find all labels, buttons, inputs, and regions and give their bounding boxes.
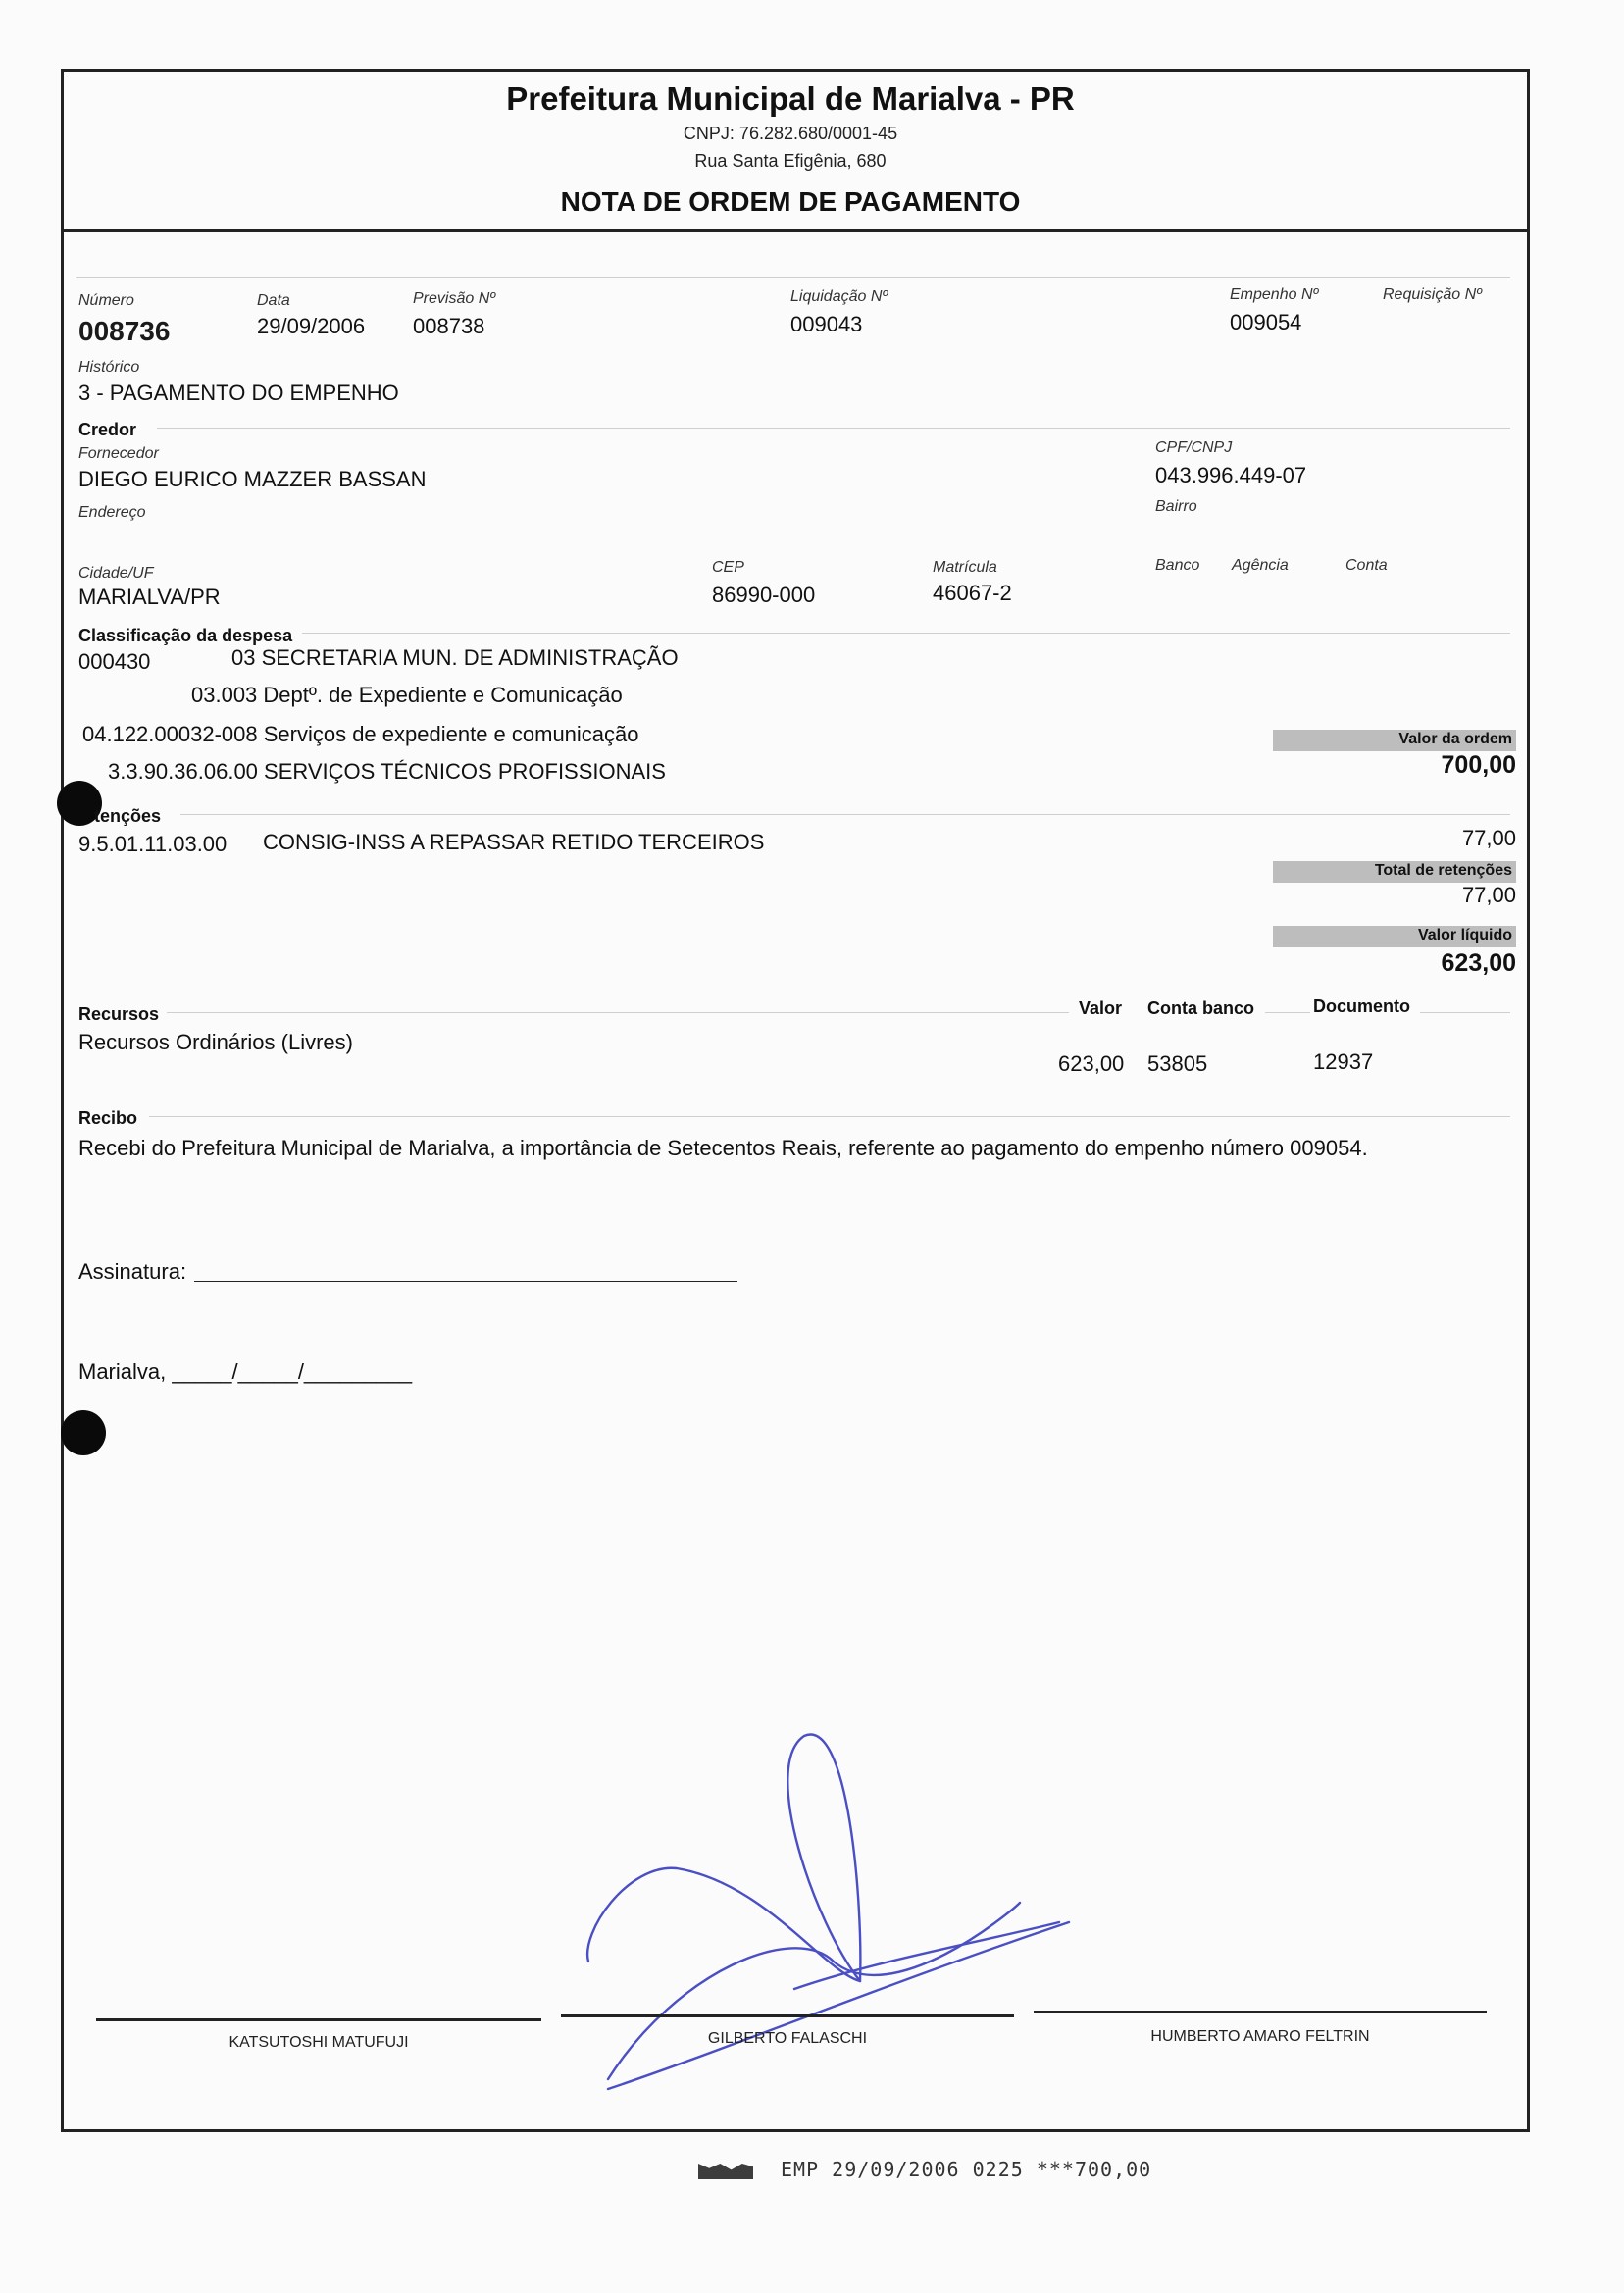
classificacao-departamento: 03.003 Deptº. de Expediente e Comunicação (191, 683, 623, 707)
total-retencoes-label: Total de retenções (1374, 862, 1512, 879)
cep-label: CEP (712, 559, 744, 576)
total-retencoes-value: 77,00 (1461, 883, 1516, 907)
previsao-label: Previsão Nº (413, 290, 496, 307)
valor-ordem-label: Valor da ordem (1398, 731, 1512, 747)
numero-value: 008736 (78, 316, 171, 346)
recursos-valor-label: Valor (1079, 998, 1123, 1018)
local-data: Marialva, _____/_____/_________ (78, 1359, 413, 1384)
recursos-divider-mid (1265, 1012, 1310, 1013)
org-cnpj: CNPJ: 76.282.680/0001-45 (683, 124, 898, 143)
assinatura-label: Assinatura: (78, 1259, 187, 1284)
recibo-divider (149, 1116, 1510, 1117)
valor-ordem-value: 700,00 (1441, 751, 1516, 779)
valor-liquido-value: 623,00 (1441, 949, 1516, 977)
header-divider (61, 229, 1530, 232)
recursos-section-label: Recursos (78, 1004, 160, 1024)
retencoes-divider (180, 814, 1510, 815)
retencao-descricao: CONSIG-INSS A REPASSAR RETIDO TERCEIROS (263, 830, 765, 854)
historico-label: Histórico (78, 359, 140, 376)
data-label: Data (257, 292, 290, 309)
classificacao-section-label: Classificação da despesa (78, 626, 293, 645)
retencoes-section-label: tenções (94, 806, 162, 826)
assinatura-line (194, 1281, 737, 1282)
liquidacao-value: 009043 (790, 312, 863, 336)
retencao-valor: 77,00 (1461, 826, 1516, 850)
total-retencoes-label-bar (1273, 861, 1516, 883)
endereco-label: Endereço (78, 504, 146, 521)
previsao-value: 008738 (413, 314, 485, 338)
recursos-conta-label: Conta banco (1147, 998, 1255, 1018)
credor-section-label: Credor (78, 420, 137, 439)
cidade-label: Cidade/UF (78, 565, 154, 582)
conta-label: Conta (1345, 557, 1388, 574)
signatory-2: GILBERTO FALASCHI (707, 2030, 868, 2047)
signatory-3: HUMBERTO AMARO FELTRIN (1150, 2028, 1370, 2045)
signature-line-3 (1034, 2011, 1487, 2013)
retencao-codigo: 9.5.01.11.03.00 (78, 832, 228, 856)
document-title: NOTA DE ORDEM DE PAGAMENTO (560, 186, 1021, 217)
cidade-value: MARIALVA/PR (78, 585, 221, 609)
banco-label: Banco (1155, 557, 1200, 574)
recursos-conta: 53805 (1147, 1051, 1208, 1076)
fornecedor-value: DIEGO EURICO MAZZER BASSAN (78, 467, 427, 491)
signatory-1: KATSUTOSHI MATUFUJI (228, 2034, 409, 2051)
recursos-valor: 623,00 (1058, 1051, 1125, 1076)
classificacao-divider (302, 633, 1510, 634)
numero-label: Número (78, 292, 134, 309)
valor-ordem-label-bar (1273, 730, 1516, 751)
cpf-value: 043.996.449-07 (1155, 463, 1307, 487)
classificacao-programa: 04.122.00032-008 Serviços de expediente e comunicação (82, 722, 639, 746)
recursos-documento: 12937 (1313, 1049, 1374, 1074)
historico-value: 3 - PAGAMENTO DO EMPENHO (78, 381, 399, 405)
org-address: Rua Santa Efigênia, 680 (694, 151, 887, 171)
stamp-mark (698, 2164, 753, 2179)
empenho-value: 009054 (1230, 310, 1302, 334)
classificacao-elemento: 3.3.90.36.06.00 SERVIÇOS TÉCNICOS PROFISSIONAIS (108, 759, 666, 784)
data-value: 29/09/2006 (257, 314, 366, 338)
recursos-divider-end (1420, 1012, 1510, 1013)
row-divider (76, 277, 1510, 278)
cpf-label: CPF/CNPJ (1155, 439, 1233, 456)
recursos-descricao: Recursos Ordinários (Livres) (78, 1030, 353, 1054)
liquidacao-label: Liquidação Nº (790, 288, 888, 305)
footer-stamp: EMP 29/09/2006 0225 ***700,00 (781, 2158, 1152, 2181)
recursos-divider (167, 1012, 1069, 1013)
recibo-texto: Recebi do Prefeitura Municipal de Marialva, a importância de Setecentos Reais, referente ao pagamento do empenho número 009054. (78, 1136, 1368, 1160)
classificacao-codigo: 000430 (78, 649, 151, 674)
matricula-value: 46067-2 (933, 581, 1012, 605)
fornecedor-label: Fornecedor (78, 445, 159, 462)
empenho-label: Empenho Nº (1230, 286, 1319, 303)
signature-line-2 (561, 2014, 1014, 2017)
classificacao-secretaria: 03 SECRETARIA MUN. DE ADMINISTRAÇÃO (231, 645, 679, 670)
signature-line-1 (96, 2018, 541, 2021)
agencia-label: Agência (1232, 557, 1289, 574)
valor-liquido-label-bar (1273, 926, 1516, 947)
punch-hole (61, 1410, 106, 1455)
matricula-label: Matrícula (933, 559, 997, 576)
recursos-documento-label: Documento (1313, 996, 1410, 1016)
org-name: Prefeitura Municipal de Marialva - PR (506, 80, 1075, 117)
credor-divider (157, 428, 1510, 429)
cep-value: 86990-000 (712, 583, 816, 607)
requisicao-label: Requisição Nº (1383, 286, 1482, 303)
bairro-label: Bairro (1155, 498, 1197, 515)
valor-liquido-label: Valor líquido (1417, 927, 1512, 943)
recibo-section-label: Recibo (78, 1108, 138, 1128)
